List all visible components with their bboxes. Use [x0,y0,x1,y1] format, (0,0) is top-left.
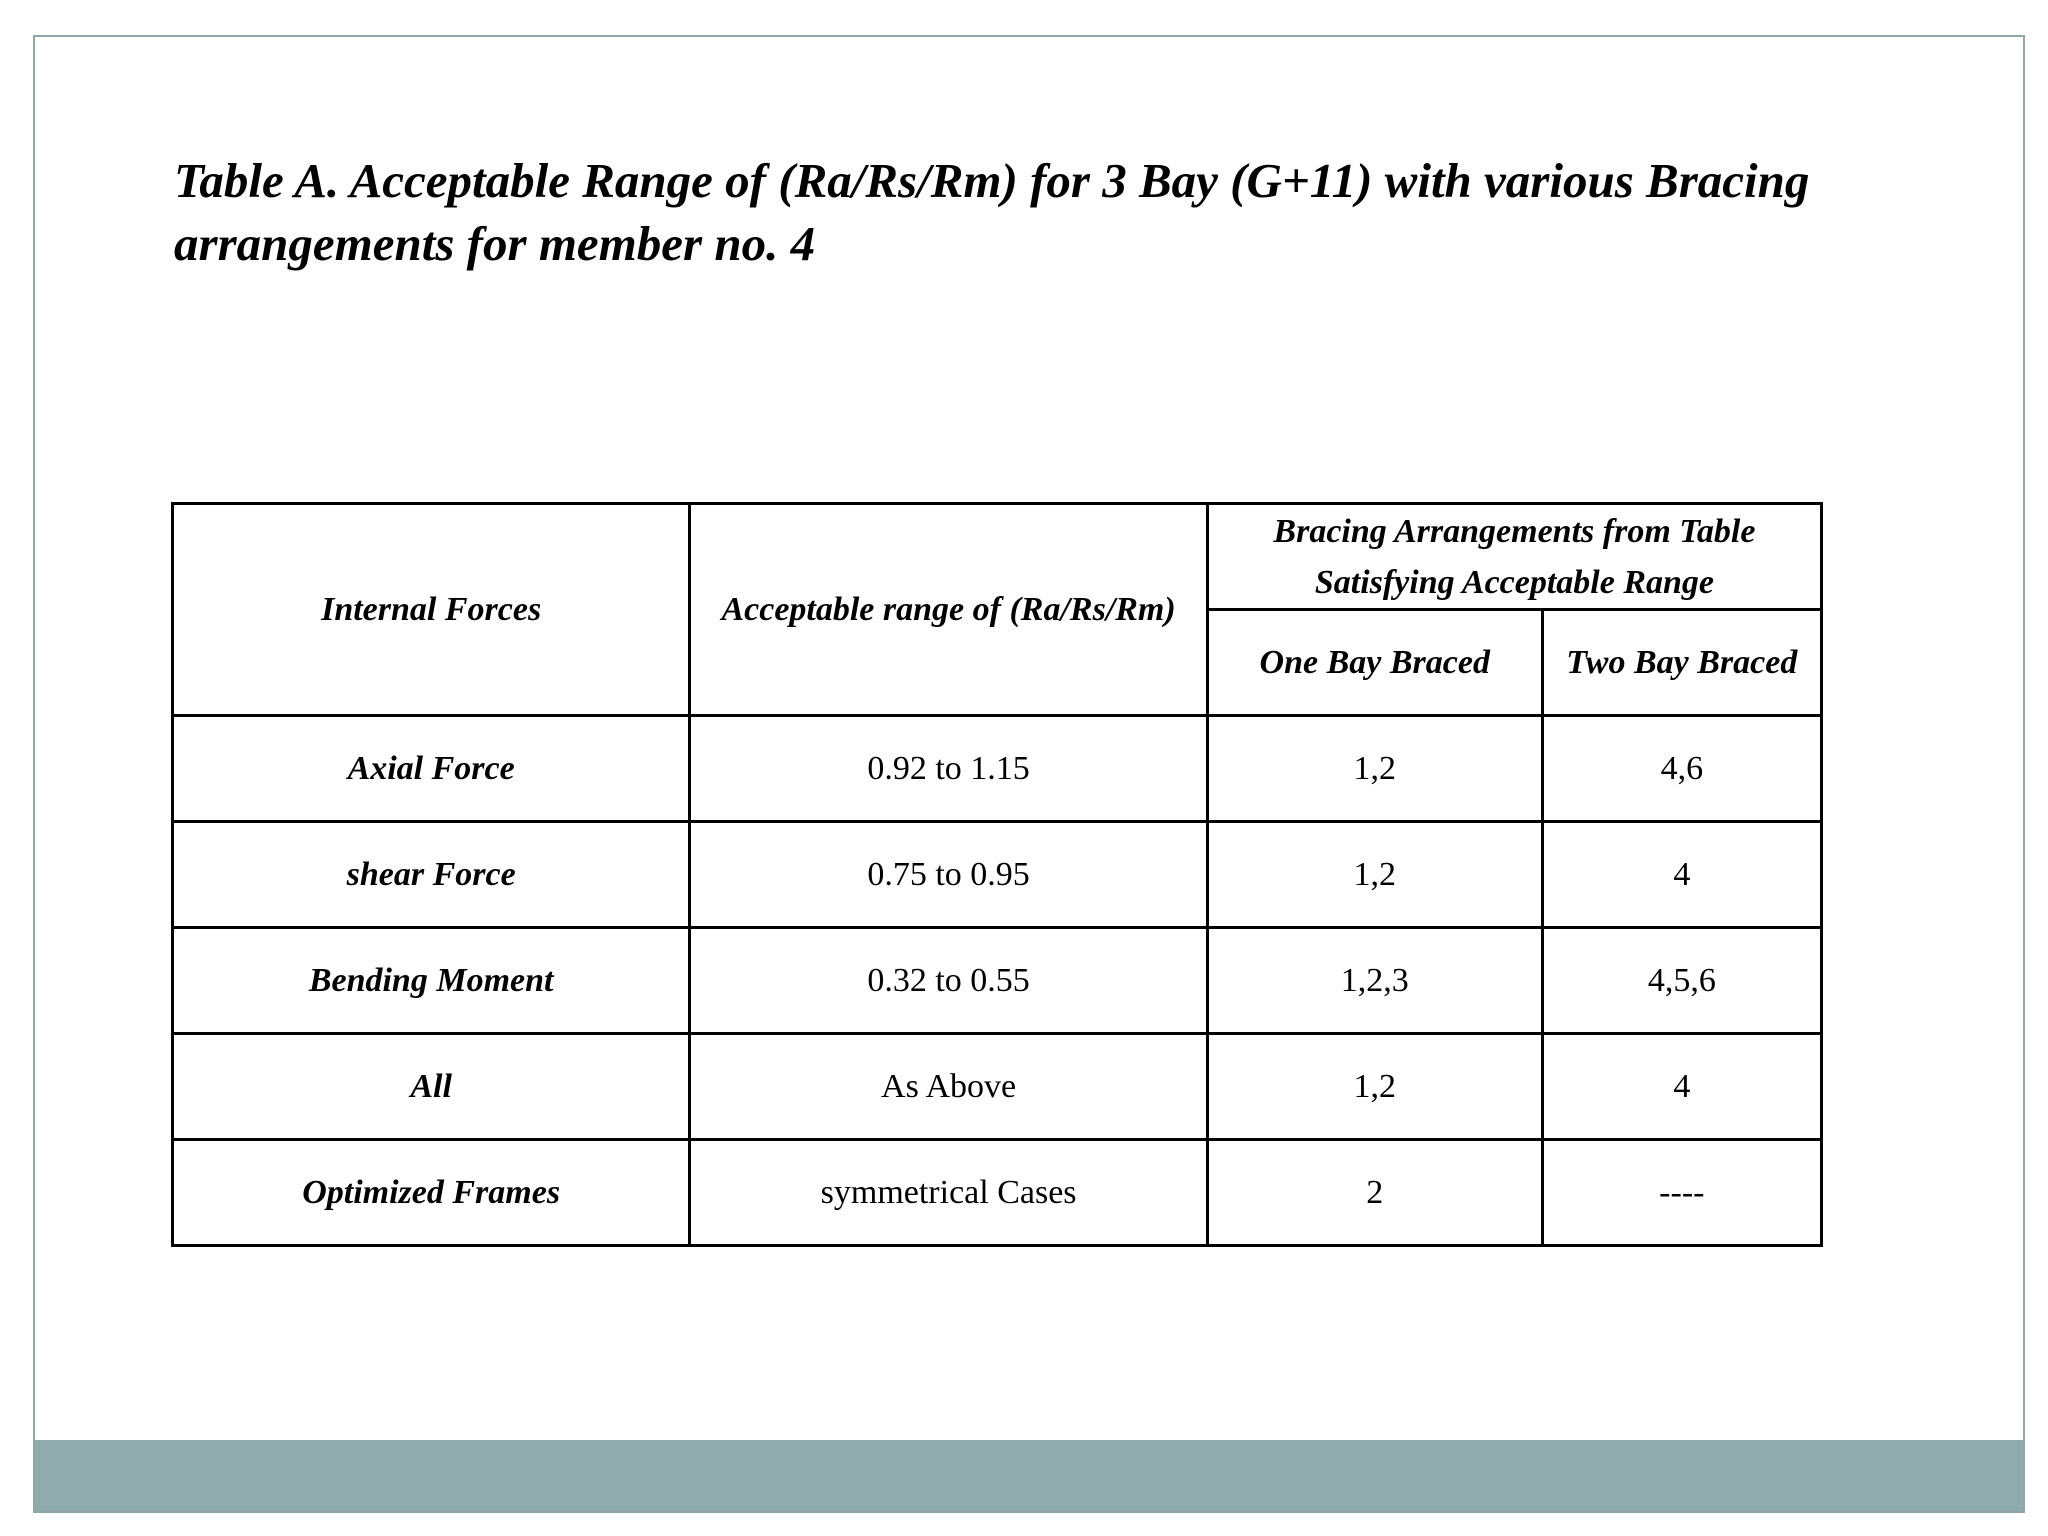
row-one-bay-value: 1,2,3 [1207,928,1542,1034]
footer-bar [35,1440,2023,1511]
row-range-value: symmetrical Cases [690,1140,1208,1246]
row-one-bay-value: 1,2 [1207,822,1542,928]
row-two-bay-value: 4 [1542,822,1821,928]
row-force-label: Axial Force [173,716,690,822]
data-table [171,502,1823,1247]
row-two-bay-value: 4,6 [1542,716,1821,822]
row-two-bay-value: ---- [1542,1140,1821,1246]
row-force-label: shear Force [173,822,690,928]
slide [33,35,2025,1513]
table-title: Table A. Acceptable Range of (Ra/Rs/Rm) for 3 Bay (G+11) with various Bracing arrangements for member no. 4 [174,153,1810,271]
header-internal-forces: Internal Forces [173,504,690,716]
table-row [173,1140,1822,1246]
row-range-value: 0.75 to 0.95 [690,822,1208,928]
table-row [173,1034,1822,1140]
row-two-bay-value: 4,5,6 [1542,928,1821,1034]
header-two-bay-braced: Two Bay Braced [1542,610,1821,716]
row-two-bay-value: 4 [1542,1034,1821,1140]
row-force-label: Optimized Frames [173,1140,690,1246]
row-range-value: 0.32 to 0.55 [690,928,1208,1034]
row-one-bay-value: 2 [1207,1140,1542,1246]
table-header-row [173,504,1822,610]
row-range-value: 0.92 to 1.15 [690,716,1208,822]
header-acceptable-range: Acceptable range of (Ra/Rs/Rm) [690,504,1208,716]
header-bracing-arrangements: Bracing Arrangements from Table Satisfying Acceptable Range [1207,504,1821,610]
table-row [173,928,1822,1034]
row-force-label: All [173,1034,690,1140]
table-row [173,822,1822,928]
header-one-bay-braced: One Bay Braced [1207,610,1542,716]
row-one-bay-value: 1,2 [1207,716,1542,822]
row-range-value: As Above [690,1034,1208,1140]
row-one-bay-value: 1,2 [1207,1034,1542,1140]
table-row [173,716,1822,822]
row-force-label: Bending Moment [173,928,690,1034]
